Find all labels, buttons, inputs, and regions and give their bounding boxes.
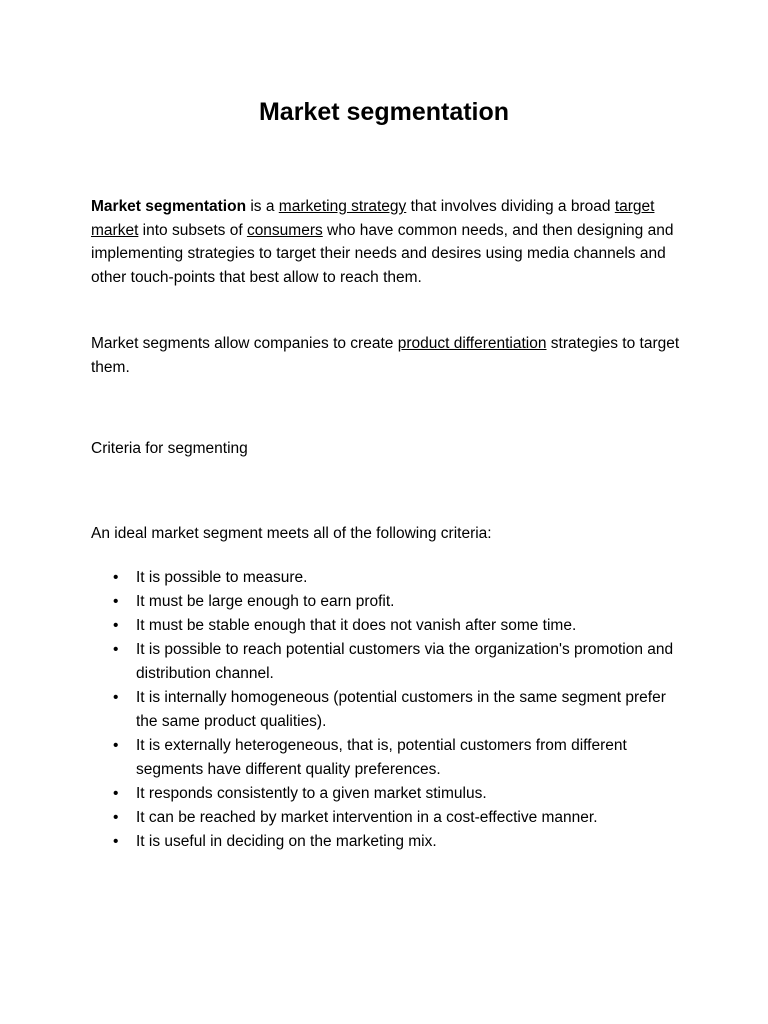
criteria-intro: An ideal market segment meets all of the following criteria: [91,525,492,542]
criteria-item [91,614,691,638]
intro-text-1: is a [246,198,279,215]
criteria-item [91,830,691,854]
criteria-item [91,638,691,686]
segments-text-2: strategies to target them. [91,335,680,376]
bullet-icon: • [113,593,119,610]
bullet-icon: • [113,689,119,706]
link-marketing-strategy[interactable]: marketing strategy [278,198,407,215]
criteria-item [91,782,691,806]
criteria-text: It is possible to reach potential customers via the organization's promotion and distribution channel. [136,641,674,682]
criteria-text: It is useful in deciding on the marketing mix. [136,833,437,850]
criteria-text: It can be reached by market intervention in a cost-effective manner. [136,809,598,826]
intro-paragraph [91,195,681,289]
criteria-list [91,566,691,854]
criteria-heading: Criteria for segmenting [91,440,248,457]
criteria-item [91,806,691,830]
bullet-icon: • [113,617,119,634]
intro-text-2: that involves dividing a broad [406,198,615,215]
criteria-text: It must be stable enough that it does not vanish after some time. [136,617,577,634]
bullet-icon: • [113,641,119,658]
bullet-icon: • [113,785,119,802]
intro-text-4: who have common needs, and then designing and implementing strategies to target their needs and desires using media channels and other touch-points that best allow to reach them. [91,221,674,286]
link-consumers[interactable]: consumers [246,221,323,239]
bullet-icon: • [113,833,119,850]
document-title: Market segmentation [258,98,510,126]
segments-paragraph [91,332,681,379]
criteria-item [91,686,691,734]
intro-term: Market segmentation [91,198,247,215]
criteria-text: It must be large enough to earn profit. [136,593,395,610]
criteria-item [91,566,691,590]
bullet-icon: • [113,809,119,826]
bullet-icon: • [113,569,119,586]
criteria-text: It is internally homogeneous (potential customers in the same segment prefer the same product qualities). [136,689,666,730]
criteria-text: It is possible to measure. [136,569,308,586]
criteria-text: It is externally heterogeneous, that is, potential customers from different segments have different quality preferences. [136,737,627,778]
bullet-icon: • [113,737,119,754]
link-product-differentiation[interactable]: product differentiation [397,335,547,352]
segments-text-1: Market segments allow companies to create [91,335,398,352]
link-target-market[interactable]: target market [91,198,655,239]
criteria-item [91,734,691,782]
criteria-item [91,590,691,614]
criteria-text: It responds consistently to a given market stimulus. [136,785,487,802]
intro-text-3: into subsets of [138,221,247,239]
